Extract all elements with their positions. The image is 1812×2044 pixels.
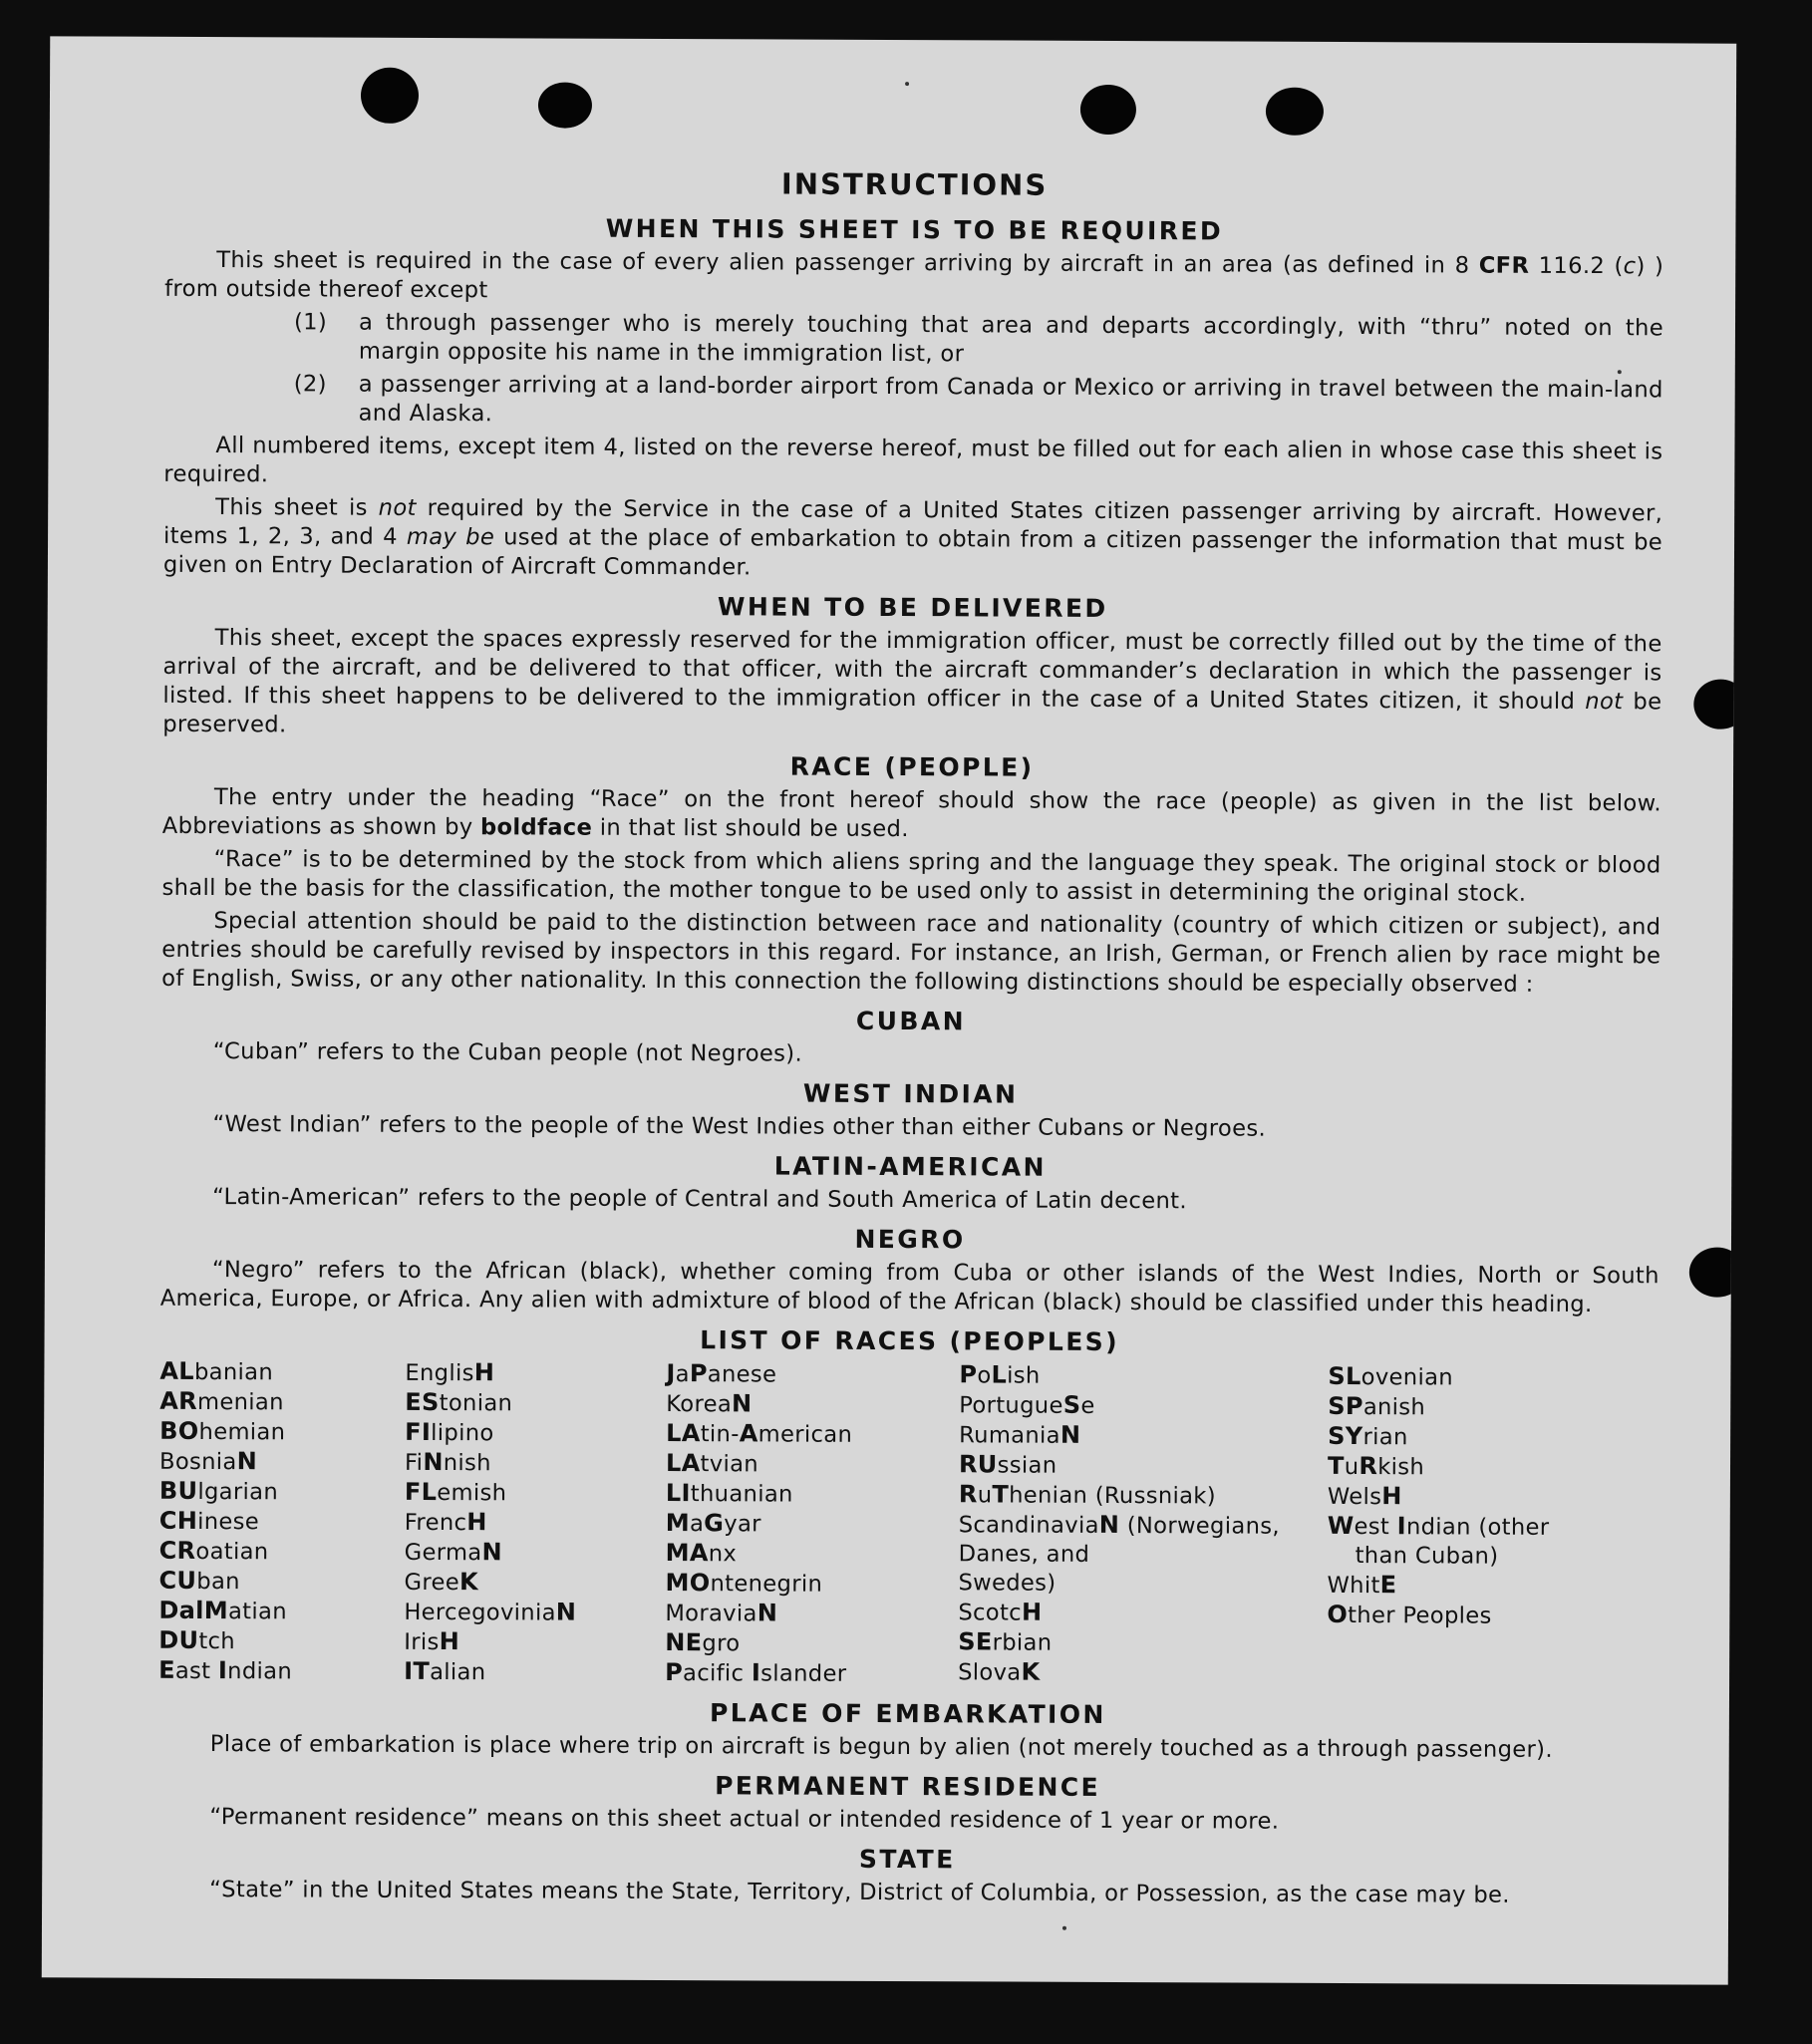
punch-hole [1693, 680, 1736, 730]
race-text: ntenegrin [710, 1571, 823, 1598]
race-entry [159, 1357, 405, 1388]
race-text: tch [198, 1627, 236, 1655]
text-run-italic: c [1623, 253, 1637, 280]
paragraph-required-intro [164, 246, 1663, 311]
race-text: ish [1007, 1362, 1041, 1389]
race-entry [1328, 1482, 1587, 1513]
text-run-italic: may be [406, 523, 495, 551]
section-heading-residence: PERMANENT RESIDENCE [715, 1771, 1101, 1802]
race-abbreviation: N [1059, 1420, 1081, 1449]
text-run: ) ) from outside thereof except [164, 253, 1664, 304]
race-entry [159, 1417, 405, 1448]
punch-hole [538, 82, 592, 128]
race-text: lgarian [197, 1478, 279, 1506]
race-abbreviation: L [991, 1360, 1008, 1389]
race-text: anese [707, 1361, 777, 1388]
race-abbreviation: N [1098, 1510, 1120, 1540]
race-text: (Norwegians, [1119, 1513, 1280, 1540]
race-abbreviation: BU [158, 1476, 198, 1505]
race-entry [158, 1626, 404, 1657]
race-text: oatian [195, 1538, 269, 1566]
race-abbreviation: J [666, 1359, 676, 1388]
race-abbreviation: M [203, 1597, 229, 1625]
race-abbreviation: H [1021, 1598, 1043, 1626]
race-abbreviation: R [1359, 1452, 1378, 1481]
race-text: Frenc [404, 1509, 467, 1537]
section-heading-latin-american: LATIN-AMERICAN [773, 1151, 1047, 1182]
race-abbreviation: SY [1328, 1421, 1363, 1451]
race-abbreviation: FL [404, 1477, 438, 1507]
race-text: e [1080, 1392, 1095, 1419]
section-heading-negro: NEGRO [854, 1224, 966, 1255]
paragraph-residence: “Permanent residence” means on this sheet actual or intended residence of 1 year or more. [209, 1804, 1280, 1835]
exception-item [294, 370, 1663, 434]
text-run: 116.2 ( [1529, 252, 1624, 280]
race-entry [959, 1540, 1328, 1571]
text-run: in that list should be used. [592, 814, 909, 843]
race-text: yar [724, 1511, 761, 1538]
race-text: ndian [227, 1658, 293, 1685]
race-abbreviation: P [959, 1360, 978, 1389]
races-column [665, 1359, 959, 1689]
text-run: required by the Service in the case of a United States citizen passenger arriving by aircraft. However, items 1, 2, 3, and 4 [163, 494, 1663, 550]
race-abbreviation: I [1396, 1512, 1407, 1541]
race-entry [665, 1599, 958, 1629]
punch-hole [361, 68, 419, 124]
race-entry [959, 1450, 1328, 1482]
race-entry [959, 1510, 1328, 1542]
race-entry [1328, 1362, 1587, 1393]
race-entry [158, 1656, 404, 1687]
race-text: ssian [997, 1452, 1057, 1479]
race-text: slander [760, 1660, 847, 1687]
race-abbreviation: MA [665, 1539, 709, 1568]
race-entry [959, 1390, 1328, 1422]
races-list [158, 1357, 1659, 1693]
text-run-bold: CFR [1478, 252, 1530, 279]
race-entry [1328, 1542, 1587, 1572]
race-entry [404, 1657, 665, 1688]
race-abbreviation: R [958, 1480, 978, 1509]
section-heading-cuban: CUBAN [855, 1006, 967, 1036]
race-entry [1327, 1601, 1586, 1631]
races-column [404, 1358, 666, 1688]
section-heading-required: WHEN THIS SHEET IS TO BE REQUIRED [605, 213, 1224, 246]
race-abbreviation: H [466, 1508, 487, 1537]
section-heading-race: RACE (PEOPLE) [789, 751, 1035, 782]
section-heading-state: STATE [858, 1844, 956, 1875]
race-entry [666, 1359, 959, 1390]
race-text: Englis [405, 1359, 474, 1387]
race-text: u [977, 1482, 993, 1509]
race-abbreviation: AR [159, 1386, 198, 1415]
race-entry [158, 1567, 404, 1598]
race-entry [665, 1569, 958, 1600]
race-text: Gree [404, 1569, 460, 1597]
race-abbreviation: T [1327, 1451, 1345, 1480]
race-text: a [675, 1361, 690, 1388]
section-heading-embarkation: PLACE OF EMBARKATION [710, 1698, 1106, 1729]
race-abbreviation: N [555, 1598, 577, 1626]
race-abbreviation: I [217, 1656, 228, 1685]
race-text: a [689, 1511, 705, 1538]
race-abbreviation: W [1327, 1511, 1355, 1541]
punch-hole [1080, 85, 1136, 135]
race-entry [404, 1568, 665, 1599]
instructions-content [157, 164, 1664, 1915]
race-text: Slova [958, 1659, 1022, 1686]
race-entry [158, 1597, 404, 1627]
race-text: u [1344, 1453, 1359, 1481]
race-text: gro [702, 1630, 741, 1657]
text-run: used at the place of embarkation to obtain from a citizen passenger the information that must be given on Entry Declaration of Aircraft Commander. [162, 524, 1663, 581]
race-text: tonian [439, 1390, 513, 1417]
race-entry [959, 1420, 1328, 1452]
paragraph-citizen [163, 493, 1662, 587]
race-text: Rumania [959, 1422, 1060, 1449]
race-text: Scandinavia [958, 1512, 1099, 1539]
race-abbreviation: P [665, 1658, 684, 1687]
race-abbreviation: MO [665, 1569, 711, 1598]
paragraph-negro: “Negro” refers to the African (black), whether coming from Cuba or other islands of the West Indies, North or South America, Europe, or Africa. Any alien with admixture of blood of the African (black) should be classified under this heading. [159, 1257, 1660, 1318]
document-page [42, 36, 1736, 1984]
text-run: This sheet, except the spaces expressly reserved for the immigration officer, must be correctly filled out by the time of the arrival of the aircraft, and be delivered to that officer, with the aircraft commander’s declaration in which the passenger is listed. If this sheet happens to be delivered to the immigration officer in the case of a United States citizen, it should [162, 625, 1662, 716]
race-text: henian (Russniak) [1009, 1482, 1217, 1510]
paragraph-cuban: “Cuban” refers to the Cuban people (not Negroes). [212, 1038, 803, 1067]
race-abbreviation: DU [158, 1625, 199, 1654]
race-entry [405, 1358, 666, 1389]
race-abbreviation: CR [158, 1536, 196, 1565]
race-text: Fi [404, 1449, 424, 1476]
race-text: acific [682, 1660, 752, 1687]
item-text: a through passenger who is merely touching that area and departs accordingly, with “thru” noted on the margin opposite his name in the immigration list, or [358, 309, 1664, 368]
race-entry [1328, 1392, 1587, 1423]
paragraph-delivered [162, 624, 1661, 746]
race-abbreviation: Dal [158, 1596, 204, 1625]
races-column [958, 1360, 1328, 1691]
race-text: menian [196, 1388, 284, 1416]
race-text: alian [430, 1658, 486, 1686]
race-abbreviation: O [1327, 1600, 1349, 1629]
text-run-bold: boldface [479, 814, 593, 841]
race-abbreviation: RU [958, 1450, 998, 1479]
race-abbreviation: N [236, 1447, 258, 1476]
race-abbreviation: G [704, 1509, 725, 1538]
race-entry [666, 1539, 959, 1570]
punch-hole [1266, 88, 1324, 136]
text-run: The entry under the heading “Race” on the front hereof should show the race (people) as given in the list below. Abbreviations as shown by [161, 784, 1661, 841]
paragraph-race-entry [162, 783, 1661, 848]
race-entry [959, 1360, 1328, 1392]
race-text: rbian [992, 1629, 1053, 1656]
race-text: kish [1377, 1454, 1425, 1481]
race-abbreviation: SP [1328, 1391, 1363, 1421]
race-entry [666, 1479, 959, 1510]
paragraph-numbered-items: All numbered items, except item 4, listed on the reverse hereof, must be filled out for each alien in whose case this sheet is required. [163, 433, 1663, 488]
text-run: be preserved. [162, 689, 1662, 738]
race-abbreviation: H [1381, 1482, 1402, 1511]
race-abbreviation: IT [404, 1656, 431, 1685]
race-entry [405, 1508, 666, 1539]
race-entry [159, 1537, 405, 1568]
race-abbreviation: AL [159, 1356, 195, 1385]
race-text: nx [708, 1541, 738, 1568]
race-entry [159, 1387, 405, 1418]
race-text: Wels [1327, 1483, 1382, 1511]
text-run-italic: not [378, 494, 417, 521]
race-text: rian [1362, 1424, 1408, 1451]
race-text: Germa [404, 1539, 482, 1567]
section-heading-west-indian: WEST INDIAN [802, 1078, 1019, 1109]
race-text: ndian (other [1405, 1514, 1550, 1541]
race-entry [405, 1538, 666, 1569]
item-number: (2) [293, 371, 327, 398]
race-text: Hercegovinia [404, 1599, 556, 1626]
paragraph-latin-american: “Latin-American” refers to the people of Central and South America of Latin decent. [212, 1184, 1187, 1215]
race-abbreviation: LI [665, 1479, 691, 1508]
paragraph-embarkation: Place of embarkation is place where trip on aircraft is begun by alien (not merely touched as a through passenger). [209, 1731, 1553, 1763]
race-abbreviation: N [423, 1447, 444, 1477]
race-text: Portugue [959, 1392, 1063, 1419]
race-entry [1328, 1452, 1587, 1483]
race-entry [666, 1419, 959, 1450]
race-entry [405, 1388, 666, 1419]
race-abbreviation: N [732, 1389, 753, 1418]
race-entry [405, 1418, 666, 1449]
exception-item [294, 308, 1663, 372]
speck [1062, 1926, 1066, 1930]
text-run: This sheet is [215, 494, 379, 521]
text-run: This sheet is required in the case of every alien passenger arriving by aircraft in an area (as defined in 8 [216, 247, 1479, 279]
race-text: inese [197, 1508, 260, 1536]
race-text: Swedes) [958, 1570, 1057, 1597]
race-entry [159, 1477, 405, 1508]
race-abbreviation: T [992, 1480, 1010, 1509]
race-text: tin- [700, 1421, 740, 1448]
race-text: merican [757, 1421, 853, 1448]
race-text: banian [193, 1358, 274, 1386]
race-entry [958, 1657, 1327, 1689]
race-text: tvian [700, 1451, 759, 1478]
race-entry [404, 1627, 665, 1658]
race-text: ban [196, 1568, 240, 1596]
race-text: ast [174, 1657, 218, 1685]
race-text: anish [1362, 1394, 1426, 1421]
paragraph-race-stock: “Race” is to be determined by the stock from which aliens spring and the language they speak. The original stock or blood shall be the basis for the classification, the mother tongue to be used only to assist in determining the original stock. [161, 846, 1661, 907]
race-text: lipino [431, 1419, 494, 1447]
race-text: than Cuban) [1355, 1543, 1499, 1570]
race-abbreviation: BO [159, 1416, 199, 1445]
race-abbreviation: K [1021, 1657, 1041, 1686]
section-heading-list-of-races: LIST OF RACES (PEOPLES) [700, 1325, 1120, 1357]
race-abbreviation: H [439, 1627, 460, 1656]
section-heading-delivered: WHEN TO BE DELIVERED [717, 592, 1108, 623]
race-entry [1327, 1571, 1586, 1602]
race-abbreviation: LA [666, 1419, 701, 1448]
race-text: o [977, 1362, 992, 1389]
race-text: Moravia [665, 1601, 757, 1627]
race-entry [666, 1449, 959, 1480]
race-abbreviation: N [481, 1538, 503, 1567]
race-abbreviation: FI [405, 1417, 432, 1446]
race-abbreviation: K [458, 1568, 479, 1597]
race-text: Whit [1327, 1572, 1380, 1600]
race-abbreviation: M [665, 1509, 691, 1538]
race-text: nish [443, 1450, 491, 1477]
race-entry [405, 1448, 666, 1479]
page-title: INSTRUCTIONS [780, 166, 1049, 202]
race-entry [666, 1389, 959, 1420]
race-abbreviation: A [739, 1419, 758, 1448]
race-entry [666, 1509, 959, 1540]
race-entry [404, 1598, 665, 1628]
race-abbreviation: E [1379, 1571, 1397, 1600]
race-abbreviation: P [689, 1359, 708, 1388]
race-entry [159, 1447, 405, 1478]
race-abbreviation: H [473, 1358, 495, 1387]
race-abbreviation: SE [958, 1627, 993, 1656]
race-abbreviation: SL [1328, 1361, 1361, 1391]
races-column [1327, 1362, 1587, 1692]
paragraph-race-nationality: Special attention should be paid to the distinction between race and nationality (country of which citizen or subject), and entries should be carefully revised by inspectors in this regard. For instance, an Irish, German, or French alien by race might be of English, Swiss, or any other nationality. In this connection the following distinctions should be especially observed : [161, 908, 1661, 998]
races-column [158, 1357, 405, 1687]
race-text: Iris [404, 1628, 440, 1656]
race-abbreviation: ES [405, 1387, 440, 1417]
race-text: Korea [666, 1391, 733, 1418]
race-entry [1328, 1512, 1587, 1543]
race-text: Scotc [958, 1600, 1023, 1626]
race-entry [959, 1480, 1328, 1512]
race-entry [1328, 1422, 1587, 1453]
race-abbreviation: I [751, 1658, 761, 1687]
race-text: emish [437, 1480, 507, 1507]
paragraph-state: “State” in the United States means the State, Territory, District of Columbia, or Possession, as the case may be. [209, 1877, 1510, 1908]
race-abbreviation: E [158, 1655, 175, 1684]
race-entry [958, 1598, 1327, 1629]
race-text: hemian [198, 1418, 286, 1446]
item-number: (1) [293, 309, 328, 336]
text-run-italic: not [1585, 689, 1624, 716]
race-text: ovenian [1360, 1364, 1454, 1391]
race-text: ther Peoples [1348, 1603, 1492, 1629]
race-abbreviation: CU [158, 1566, 197, 1595]
race-text: est [1354, 1514, 1397, 1541]
race-text: Danes, and [958, 1541, 1090, 1568]
race-abbreviation: S [1062, 1390, 1081, 1419]
paragraph-west-indian: “West Indian” refers to the people of the West Indies other than either Cubans or Negroes. [212, 1111, 1267, 1142]
race-entry [665, 1658, 958, 1689]
race-abbreviation: N [756, 1599, 778, 1627]
race-entry [665, 1628, 958, 1659]
item-text: a passenger arriving at a land-border airport from Canada or Mexico or arriving in travel between the main-land and Alaska. [358, 371, 1663, 428]
race-text: Bosnia [158, 1448, 237, 1476]
race-abbreviation: NE [665, 1628, 703, 1657]
race-abbreviation: LA [665, 1449, 701, 1478]
race-entry [159, 1507, 405, 1538]
race-abbreviation: CH [158, 1506, 198, 1535]
speck [905, 82, 909, 86]
race-entry [958, 1569, 1327, 1600]
race-text: thuanian [690, 1481, 793, 1508]
punch-hole [1689, 1248, 1736, 1298]
race-entry [958, 1627, 1327, 1659]
race-text: atian [227, 1599, 287, 1625]
race-entry [405, 1478, 666, 1509]
